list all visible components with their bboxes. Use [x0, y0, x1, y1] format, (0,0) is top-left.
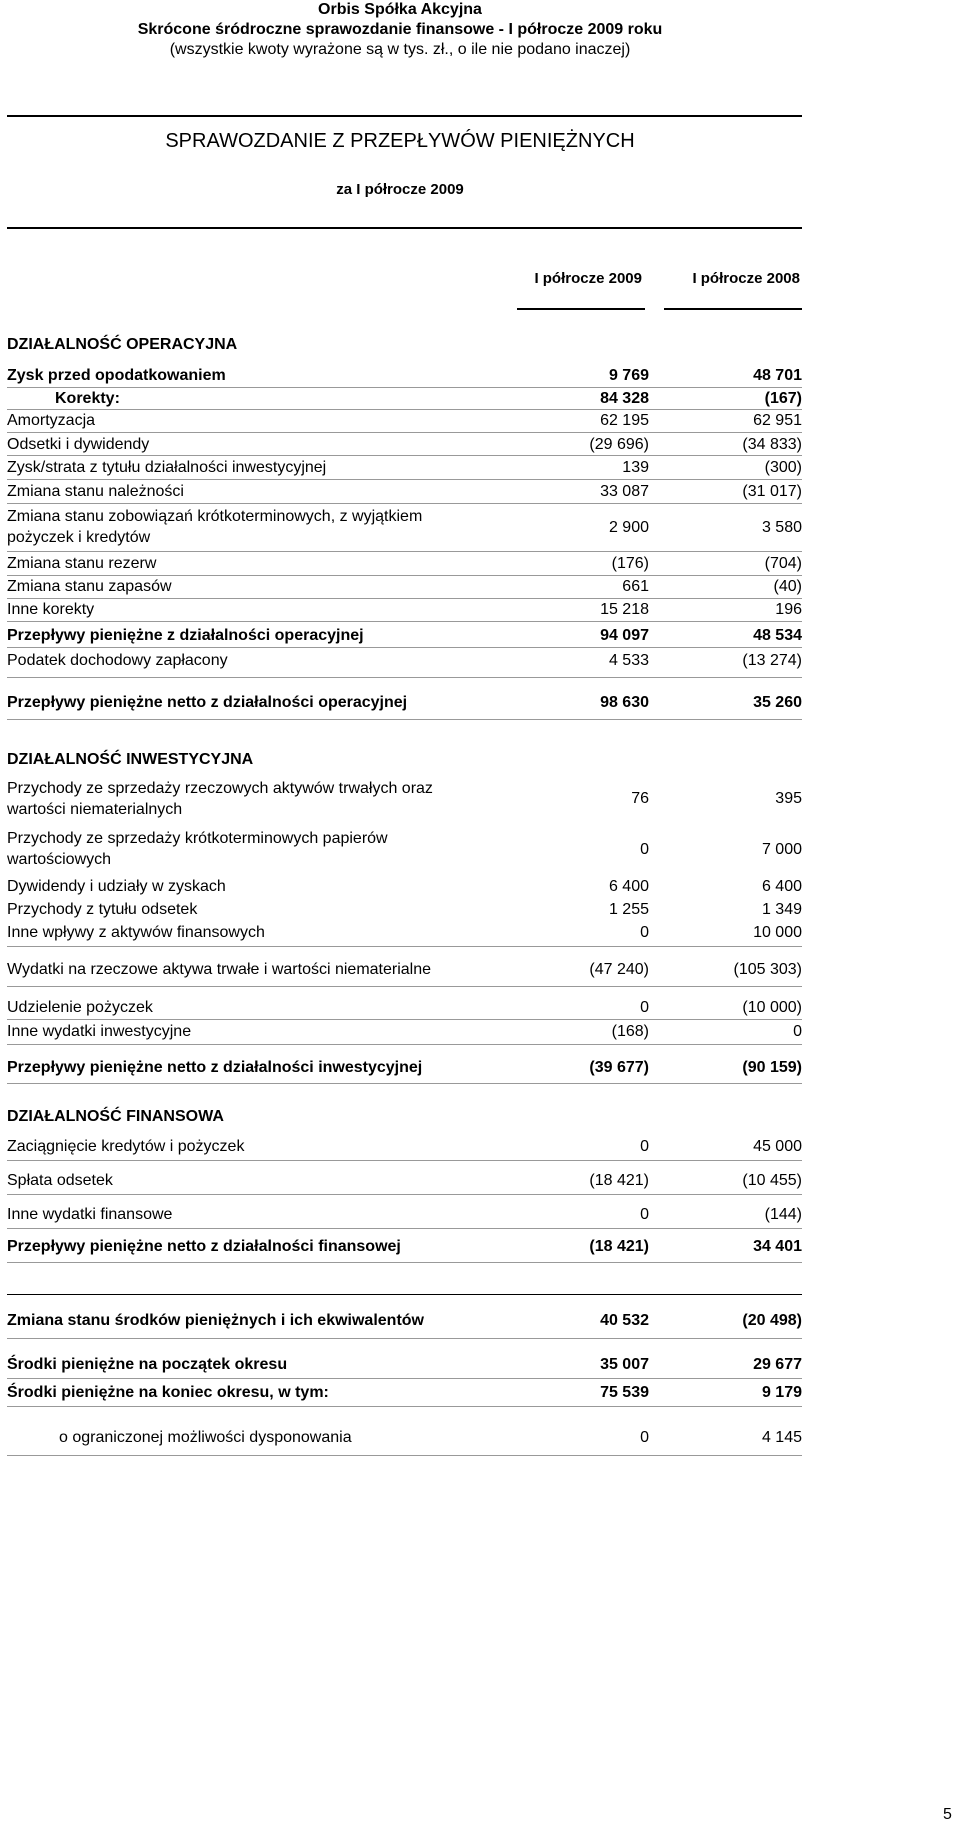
row-separator	[7, 1083, 802, 1084]
row-separator	[7, 1406, 802, 1407]
row-separator	[7, 647, 802, 648]
row-separator	[7, 1455, 802, 1456]
column-underline	[517, 308, 645, 310]
row-separator	[7, 432, 802, 433]
divider	[7, 227, 802, 229]
row-separator	[7, 1228, 802, 1229]
report-name: Skrócone śródroczne sprawozdanie finansowe - I półrocze 2009 roku	[137, 21, 663, 38]
row-separator	[7, 1262, 802, 1263]
row-separator	[7, 1044, 802, 1045]
row-separator	[7, 946, 802, 947]
column-underline	[664, 308, 802, 310]
row-separator	[7, 1194, 802, 1195]
column-header-2009: I półrocze 2009	[534, 270, 642, 287]
row-separator	[7, 551, 802, 552]
page-number: 5	[943, 1806, 952, 1823]
row-separator	[7, 1338, 802, 1339]
statement-title: SPRAWOZDANIE Z PRZEPŁYWÓW PIENIĘŻNYCH	[165, 130, 635, 152]
row-separator	[7, 719, 802, 720]
row-separator	[7, 479, 802, 480]
row-separator	[7, 455, 802, 456]
column-header-2008: I półrocze 2008	[692, 270, 800, 287]
divider	[7, 1294, 802, 1295]
currency-note: (wszystkie kwoty wyrażone są w tys. zł., o ile nie podano inaczej)	[169, 41, 631, 58]
row-separator	[7, 503, 802, 504]
row-separator	[7, 986, 802, 987]
company-name: Orbis Spółka Akcyjna	[318, 1, 482, 18]
divider	[7, 115, 802, 117]
row-separator	[7, 621, 802, 622]
row-separator	[7, 1378, 802, 1379]
row-separator	[7, 1019, 802, 1020]
row-separator	[7, 1160, 802, 1161]
statement-period: za I półrocze 2009	[336, 181, 464, 198]
row-separator	[7, 677, 802, 678]
